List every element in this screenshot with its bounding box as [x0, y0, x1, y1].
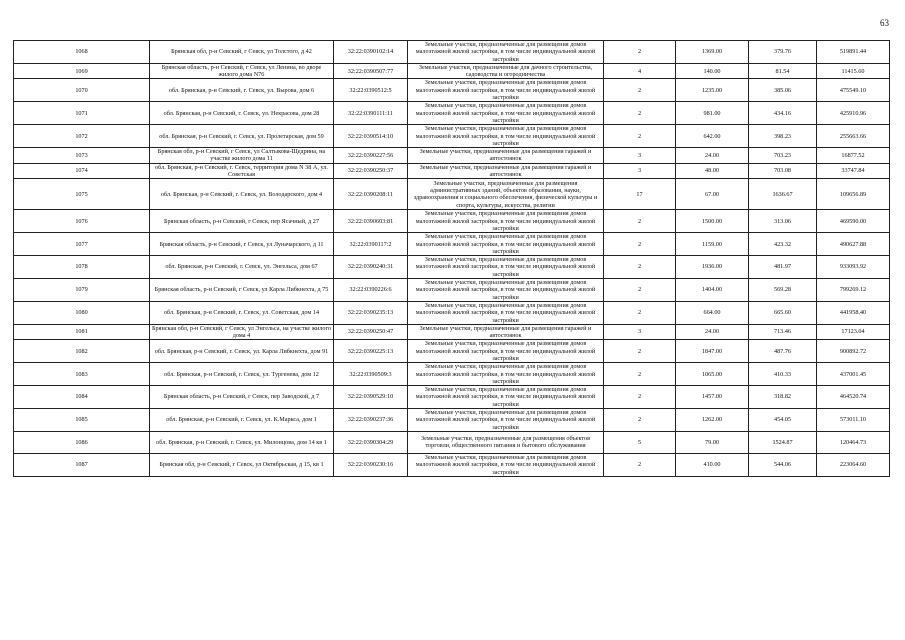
row-area: 1159.00 [676, 233, 749, 256]
row-area: 1500.00 [676, 210, 749, 233]
row-land-use-type: Земельные участки, предназначенные для размещения домов малоэтажной жилой застройки, в том числе индивидуальной жилой застройки [408, 102, 604, 125]
row-cadastral-number: 32:22:0390529:10 [334, 386, 408, 409]
row-cadastral-number: 32:22:0390304:29 [334, 431, 408, 453]
row-address: Брянская область, р-н Севский, г Севск, ул Луначарского, д 11 [150, 233, 334, 256]
row-cadastral-number: 32:22:0390230:16 [334, 453, 408, 476]
row-specific-value: 703.23 [749, 148, 817, 164]
row-cadastral-number: 32:22:0390117:2 [334, 233, 408, 256]
row-area: 642.00 [676, 125, 749, 148]
row-address: обл. Брянская, р-н Севский, г. Севск, ул. Пролетарская, дом 59 [150, 125, 334, 148]
row-group-number: 2 [604, 79, 676, 102]
row-address: Брянская обл, р-н Севский, г Севск, ул Толстого, д 42 [150, 41, 334, 64]
row-specific-value: 1524.87 [749, 431, 817, 453]
row-area: 1404.00 [676, 279, 749, 302]
row-cadastral-value: 17123.04 [817, 324, 890, 340]
table-row [14, 63, 890, 79]
row-group-number: 2 [604, 256, 676, 279]
table-row [14, 431, 890, 453]
row-number: 1083 [14, 363, 150, 386]
table-row [14, 301, 890, 324]
row-land-use-type: Земельные участки, предназначенные для размещения домов малоэтажной жилой застройки, в том числе индивидуальной жилой застройки [408, 125, 604, 148]
row-cadastral-value: 425910.96 [817, 102, 890, 125]
table-row [14, 125, 890, 148]
row-land-use-type: Земельные участки, предназначенные для размещения домов малоэтажной жилой застройки, в том числе индивидуальной жилой застройки [408, 233, 604, 256]
row-cadastral-number: 32:22:0390208:11 [334, 179, 408, 210]
row-group-number: 2 [604, 102, 676, 125]
row-cadastral-value: 464520.74 [817, 386, 890, 409]
row-land-use-type: Земельные участки, предназначенные для размещения объектов торговли, общественного питания и бытового обслуживания [408, 431, 604, 453]
row-cadastral-value: 490627.88 [817, 233, 890, 256]
row-area: 1262.00 [676, 409, 749, 432]
row-cadastral-value: 437001.45 [817, 363, 890, 386]
table-row [14, 256, 890, 279]
row-cadastral-number: 32:22:0390240:31 [334, 256, 408, 279]
row-address: обл. Брянская, р-н Севский, г. Севск, ул. Энгельса, дом 67 [150, 256, 334, 279]
row-address: обл. Брянская, р-н Севский, г. Севск, ул. Володарского, дом 4 [150, 179, 334, 210]
row-address: Брянская область, р-н Севский, г Севск, ул Карла Либкнехта, д 75 [150, 279, 334, 302]
row-cadastral-number: 32:22:0390512:5 [334, 79, 408, 102]
row-address: Брянская область, р-н Севский, г Севск, ул Ленина, во дворе жилого дома N76 [150, 63, 334, 79]
row-area: 1457.00 [676, 386, 749, 409]
row-number: 1081 [14, 324, 150, 340]
row-cadastral-number: 32:22:0390102:14 [334, 41, 408, 64]
row-address: обл. Брянская, р-н Севский, г. Севск, ул. Советская, дом 14 [150, 301, 334, 324]
row-cadastral-value: 120464.73 [817, 431, 890, 453]
row-number: 1078 [14, 256, 150, 279]
row-group-number: 2 [604, 279, 676, 302]
row-cadastral-value: 109656.89 [817, 179, 890, 210]
row-group-number: 2 [604, 386, 676, 409]
row-specific-value: 379.76 [749, 41, 817, 64]
row-cadastral-value: 475549.10 [817, 79, 890, 102]
row-address: Брянская обл, р-н Севский, г Севск, ул Энгельса, на участке жилого дома 4 [150, 324, 334, 340]
row-number: 1069 [14, 63, 150, 79]
row-number: 1080 [14, 301, 150, 324]
row-land-use-type: Земельные участки, предназначенные для размещения домов малоэтажной жилой застройки, в том числе индивидуальной жилой застройки [408, 279, 604, 302]
row-area: 664.00 [676, 301, 749, 324]
row-cadastral-value: 33747.84 [817, 163, 890, 179]
table-row [14, 102, 890, 125]
row-number: 1084 [14, 386, 150, 409]
row-area: 1065.00 [676, 363, 749, 386]
table-row [14, 148, 890, 164]
table-row [14, 386, 890, 409]
row-address: обл. Брянская, р-н Севский, г. Севск, территория дома N 38 А, ул. Советская [150, 163, 334, 179]
row-cadastral-number: 32:22:0390227:56 [334, 148, 408, 164]
row-cadastral-number: 32:22:0390237:36 [334, 409, 408, 432]
row-number: 1086 [14, 431, 150, 453]
row-area: 24.00 [676, 148, 749, 164]
row-group-number: 2 [604, 41, 676, 64]
row-specific-value: 713.46 [749, 324, 817, 340]
row-cadastral-value: 223064.60 [817, 453, 890, 476]
row-address: обл. Брянская, р-н Севский, г. Севск, ул. Карла Либкнехта, дом 91 [150, 340, 334, 363]
table-row [14, 324, 890, 340]
row-land-use-type: Земельные участки, предназначенные для размещения административных зданий, объектов образования, науки, здравоохранения и социального обеспечения, физической культуры и спорта, культуры, искусства, религии [408, 179, 604, 210]
row-address: обл. Брянская, р-н Севский, г. Севск, ул. К.Маркса, дом 1 [150, 409, 334, 432]
row-number: 1070 [14, 79, 150, 102]
row-address: Брянская обл, р-н Севский, г Севск, ул Салтыкова-Щедрина, на участке жилого дома 11 [150, 148, 334, 164]
row-specific-value: 665.60 [749, 301, 817, 324]
row-group-number: 3 [604, 148, 676, 164]
row-land-use-type: Земельные участки, предназначенные для размещения гаражей и автостоянок [408, 148, 604, 164]
table-row [14, 41, 890, 64]
row-land-use-type: Земельные участки, предназначенные для размещения гаражей и автостоянок [408, 324, 604, 340]
row-specific-value: 481.97 [749, 256, 817, 279]
row-specific-value: 423.32 [749, 233, 817, 256]
row-specific-value: 454.05 [749, 409, 817, 432]
row-land-use-type: Земельные участки, предназначенные для размещения домов малоэтажной жилой застройки, в том числе индивидуальной жилой застройки [408, 340, 604, 363]
row-cadastral-number: 32:22:0390250:37 [334, 163, 408, 179]
row-cadastral-value: 16877.52 [817, 148, 890, 164]
row-cadastral-value: 469590.00 [817, 210, 890, 233]
cadastral-value-table [13, 40, 890, 477]
row-cadastral-value: 799269.12 [817, 279, 890, 302]
page-number: 63 [880, 18, 889, 28]
row-cadastral-number: 32:22:0390509:3 [334, 363, 408, 386]
row-address: обл. Брянская, р-н Севский, г. Севск, ул. Вырова, дом 6 [150, 79, 334, 102]
row-number: 1074 [14, 163, 150, 179]
row-specific-value: 434.16 [749, 102, 817, 125]
row-land-use-type: Земельные участки, предназначенные для размещения домов малоэтажной жилой застройки, в том числе индивидуальной жилой застройки [408, 386, 604, 409]
row-area: 410.00 [676, 453, 749, 476]
row-specific-value: 703.08 [749, 163, 817, 179]
table-row [14, 79, 890, 102]
row-address: Брянская область, р-н Севский, г Севск, пер Ясачный, д 27 [150, 210, 334, 233]
row-specific-value: 569.28 [749, 279, 817, 302]
row-specific-value: 313.06 [749, 210, 817, 233]
row-land-use-type: Земельные участки, предназначенные для размещения домов малоэтажной жилой застройки, в том числе индивидуальной жилой застройки [408, 41, 604, 64]
row-number: 1072 [14, 125, 150, 148]
row-number: 1079 [14, 279, 150, 302]
table-row [14, 233, 890, 256]
row-land-use-type: Земельные участки, предназначенные для дачного строительства, садоводства и огородничества [408, 63, 604, 79]
row-land-use-type: Земельные участки, предназначенные для размещения домов малоэтажной жилой застройки, в том числе индивидуальной жилой застройки [408, 256, 604, 279]
table-row [14, 340, 890, 363]
row-area: 140.00 [676, 63, 749, 79]
table-row [14, 363, 890, 386]
row-group-number: 4 [604, 63, 676, 79]
row-number: 1068 [14, 41, 150, 64]
table-row [14, 409, 890, 432]
row-number: 1073 [14, 148, 150, 164]
row-group-number: 17 [604, 179, 676, 210]
row-land-use-type: Земельные участки, предназначенные для размещения домов малоэтажной жилой застройки, в том числе индивидуальной жилой застройки [408, 363, 604, 386]
row-cadastral-number: 32:22:0390111:11 [334, 102, 408, 125]
row-group-number: 5 [604, 431, 676, 453]
row-group-number: 2 [604, 125, 676, 148]
row-cadastral-value: 573011.10 [817, 409, 890, 432]
row-address: обл. Брянская, р-н Севский, г. Севск, ул. Милонцова, дом 14 кв 1 [150, 431, 334, 453]
row-group-number: 2 [604, 363, 676, 386]
row-group-number: 2 [604, 233, 676, 256]
row-cadastral-number: 32:22:0390226:6 [334, 279, 408, 302]
row-cadastral-number: 32:22:0390225:13 [334, 340, 408, 363]
row-group-number: 2 [604, 409, 676, 432]
table-row [14, 453, 890, 476]
row-area: 67.00 [676, 179, 749, 210]
row-group-number: 2 [604, 210, 676, 233]
row-land-use-type: Земельные участки, предназначенные для размещения домов малоэтажной жилой застройки, в том числе индивидуальной жилой застройки [408, 210, 604, 233]
table-row [14, 179, 890, 210]
row-specific-value: 81.54 [749, 63, 817, 79]
row-specific-value: 487.76 [749, 340, 817, 363]
row-area: 48.00 [676, 163, 749, 179]
row-address: обл. Брянская, р-н Севский, г. Севск, ул. Тургенева, дом 12 [150, 363, 334, 386]
table-row [14, 279, 890, 302]
row-specific-value: 398.23 [749, 125, 817, 148]
row-group-number: 2 [604, 340, 676, 363]
row-area: 981.00 [676, 102, 749, 125]
table-row [14, 163, 890, 179]
row-area: 1936.00 [676, 256, 749, 279]
row-group-number: 2 [604, 453, 676, 476]
row-cadastral-number: 32:22:0390514:10 [334, 125, 408, 148]
row-cadastral-number: 32:22:0390603:81 [334, 210, 408, 233]
row-area: 24.00 [676, 324, 749, 340]
row-number: 1076 [14, 210, 150, 233]
row-specific-value: 318.82 [749, 386, 817, 409]
table-row [14, 210, 890, 233]
row-group-number: 3 [604, 163, 676, 179]
row-group-number: 2 [604, 301, 676, 324]
row-area: 1369.00 [676, 41, 749, 64]
row-specific-value: 1636.67 [749, 179, 817, 210]
row-land-use-type: Земельные участки, предназначенные для размещения домов малоэтажной жилой застройки, в том числе индивидуальной жилой застройки [408, 301, 604, 324]
row-cadastral-number: 32:22:0390250:47 [334, 324, 408, 340]
row-land-use-type: Земельные участки, предназначенные для размещения домов малоэтажной жилой застройки, в том числе индивидуальной жилой застройки [408, 409, 604, 432]
row-number: 1077 [14, 233, 150, 256]
row-group-number: 3 [604, 324, 676, 340]
row-land-use-type: Земельные участки, предназначенные для размещения домов малоэтажной жилой застройки, в том числе индивидуальной жилой застройки [408, 79, 604, 102]
row-cadastral-value: 519891.44 [817, 41, 890, 64]
row-cadastral-value: 11415.60 [817, 63, 890, 79]
row-address: Брянская обл, р-н Севский, г Севск, ул Октябрьская, д 15, кв 1 [150, 453, 334, 476]
row-cadastral-value: 933093.92 [817, 256, 890, 279]
row-specific-value: 385.06 [749, 79, 817, 102]
row-specific-value: 410.33 [749, 363, 817, 386]
row-area: 1235.00 [676, 79, 749, 102]
row-cadastral-value: 255663.66 [817, 125, 890, 148]
row-cadastral-number: 32:22:0390507:77 [334, 63, 408, 79]
row-land-use-type: Земельные участки, предназначенные для размещения домов малоэтажной жилой застройки, в том числе индивидуальной жилой застройки [408, 453, 604, 476]
row-address: Брянская область, р-н Севский, г Севск, пер Заводской, д 7 [150, 386, 334, 409]
row-land-use-type: Земельные участки, предназначенные для размещения гаражей и автостоянок [408, 163, 604, 179]
row-cadastral-number: 32:22:0390235:13 [334, 301, 408, 324]
row-number: 1087 [14, 453, 150, 476]
row-specific-value: 544.06 [749, 453, 817, 476]
row-number: 1085 [14, 409, 150, 432]
row-area: 1847.00 [676, 340, 749, 363]
row-cadastral-value: 900892.72 [817, 340, 890, 363]
row-cadastral-value: 441958.40 [817, 301, 890, 324]
row-address: обл. Брянская, р-н Севский, г. Севск, ул. Некрасова, дом 28 [150, 102, 334, 125]
row-number: 1082 [14, 340, 150, 363]
row-area: 79.00 [676, 431, 749, 453]
row-number: 1071 [14, 102, 150, 125]
row-number: 1075 [14, 179, 150, 210]
